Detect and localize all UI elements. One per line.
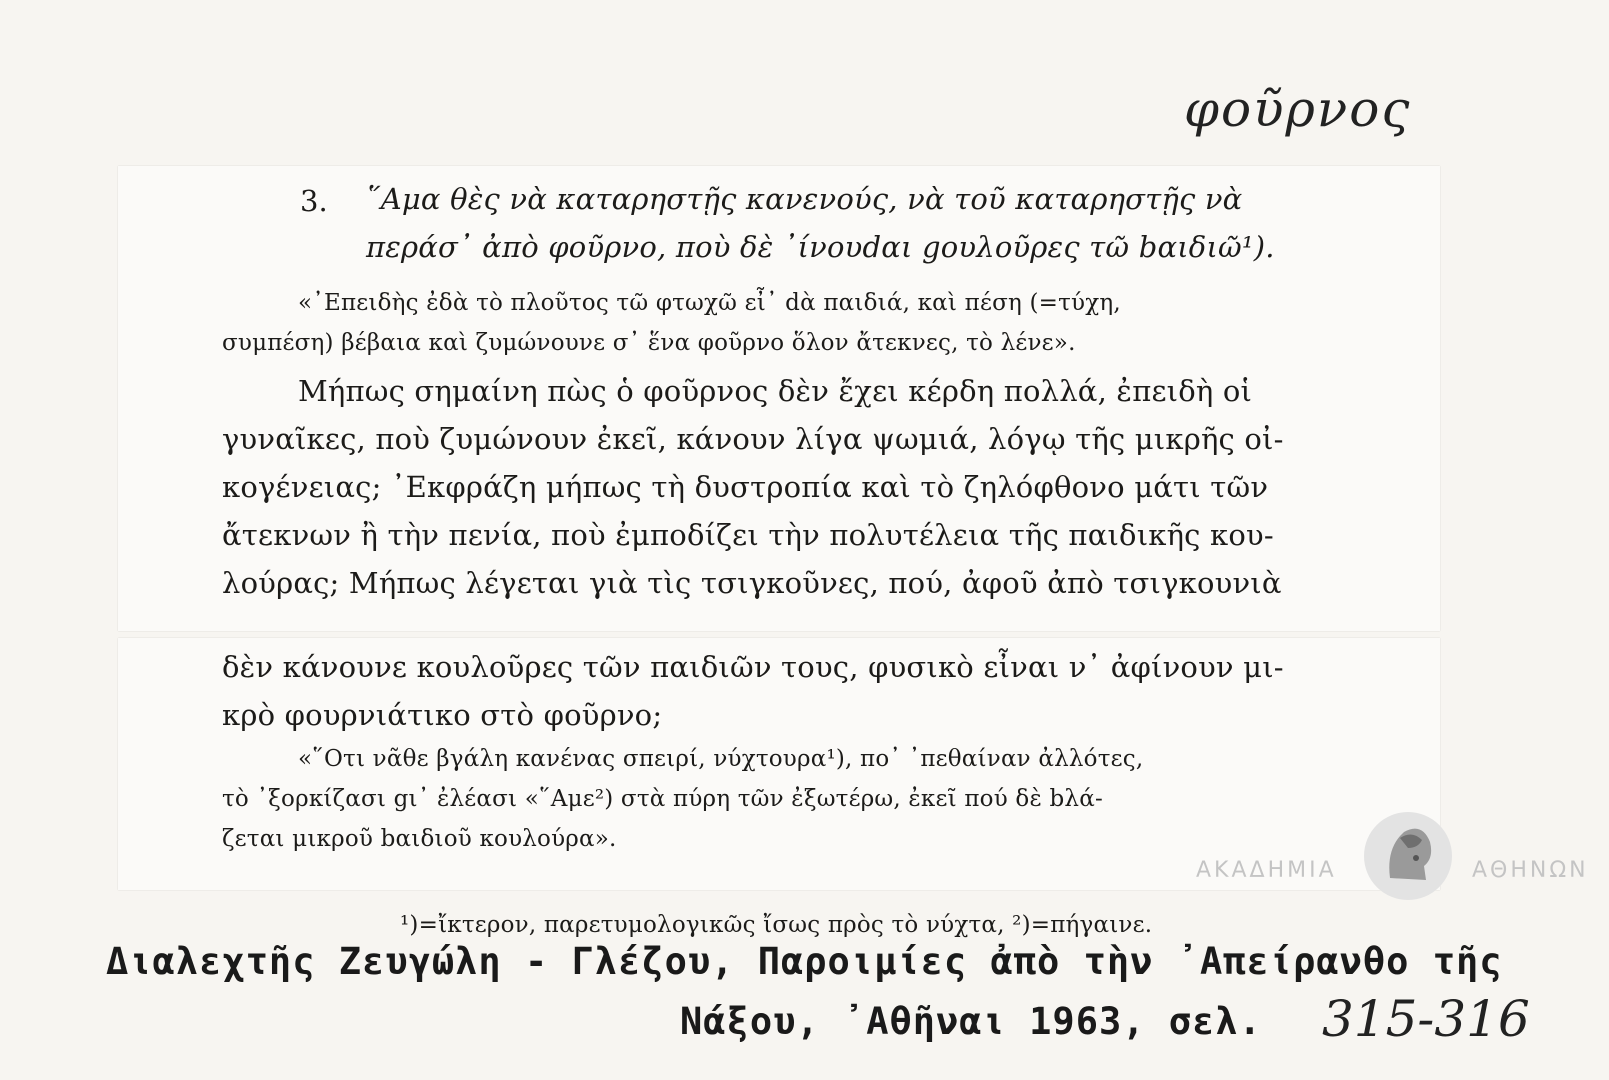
comment-line: δὲν κάνουνε κουλοῦρες τῶν παιδιῶν τους, φυσικὸ εἶναι ν᾽ ἀφίνουν μι- <box>222 650 1284 684</box>
text-clipping-top <box>118 166 1440 631</box>
quote-line: «῞Οτι νᾶθε βγάλη κανένας σπειρί, νύχτουρα¹), πο᾽ ᾽πεθαίναν ἀλλότες, <box>298 746 1144 772</box>
comment-line: ἄτεκνων ἢ τὴν πενία, ποὺ ἐμποδίζει τὴν πολυτέλεια τῆς παιδικῆς κου- <box>222 518 1274 552</box>
footnotes: ¹)=ἴκτερον, παρετυμολογικῶς ἴσως πρὸς τὸ νύχτα, ²)=πήγαινε. <box>400 912 1153 938</box>
comment-line: γυναῖκες, ποὺ ζυμώνουν ἐκεῖ, κάνουν λίγα ψωμιά, λόγῳ τῆς μικρῆς οἰ- <box>222 422 1284 456</box>
watermark-text-right: ΑΘΗΝΩΝ <box>1472 858 1589 883</box>
comment-line: λούρας; Μήπως λέγεται γιὰ τὶς τσιγκοῦνες, πού, ἀφοῦ ἀπὸ τσιγκουνιὰ <box>222 566 1282 600</box>
handwritten-page-numbers: 315-316 <box>1322 990 1530 1048</box>
comment-line: κρὸ φουρνιάτικο στὸ φοῦρνο; <box>222 698 663 732</box>
academy-seal-icon <box>1360 808 1456 904</box>
text-clipping-bottom <box>118 638 1440 890</box>
proverb-line: ῞Αμα θὲς νὰ καταρηστῇς κανενούς, νὰ τοῦ καταρηστῇς νὰ <box>366 182 1243 216</box>
entry-number: 3. <box>300 184 328 218</box>
quote-line: συμπέση) βέβαια καὶ ζυμώνουνε σ᾽ ἕνα φοῦρνο ὅλον ἄτεκνες, τὸ λένε». <box>222 330 1076 356</box>
proverb-line: περάσ᾽ ἀπὸ φοῦρνο, ποὺ δὲ ᾽ίνουdαι gουλοῦρες τῶ bαιδιῶ¹). <box>366 230 1275 264</box>
quote-line: τὸ ᾽ξορκίζασι gι᾽ ἐλέασι «῞Αμε²) στὰ πύρη τῶν ἐξωτέρω, ἐκεῖ πού δὲ bλά- <box>222 786 1103 812</box>
citation-line: Διαλεχτῆς Ζευγώλη - Γλέζου, Παροιμίες ἀπὸ τὴν ᾽Απείρανθο τῆς <box>106 940 1503 983</box>
handwritten-heading: φοῦρνος <box>1184 80 1412 138</box>
quote-line: «᾽Επειδὴς ἐδὰ τὸ πλοῦτος τῶ φτωχῶ εἶ᾽ dὰ παιδιά, καὶ πέση (=τύχη, <box>298 290 1121 316</box>
citation-line: Νάξου, ᾽Αθῆναι 1963, σελ. <box>680 1000 1262 1043</box>
quote-line: ζεται μικροῦ bαιδιοῦ κουλούρα». <box>222 826 617 852</box>
comment-line: Μήπως σημαίνη πὼς ὁ φοῦρνος δὲν ἔχει κέρδη πολλά, ἐπειδὴ οἱ <box>298 374 1253 408</box>
comment-line: κογένειας; ᾽Εκφράζη μήπως τὴ δυστροπία καὶ τὸ ζηλόφθονο μάτι τῶν <box>222 470 1269 504</box>
watermark-text-left: ΑΚΑΔΗΜΙΑ <box>1196 858 1337 883</box>
